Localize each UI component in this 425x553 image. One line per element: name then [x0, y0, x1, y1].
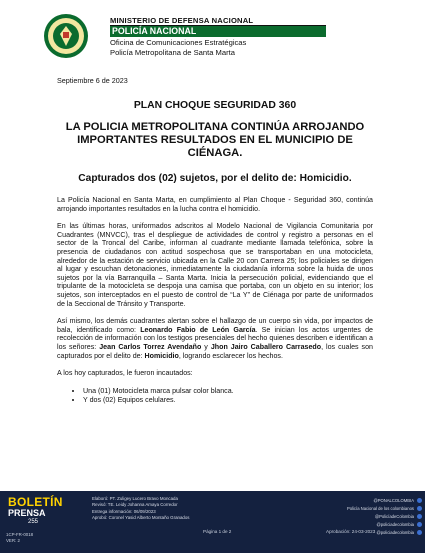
boletin-title: BOLETÍN — [8, 495, 63, 509]
paragraph-text: . Se inician los actos urgentes de recolección de información con los testigos presenciales del hecho quienes describen e identifican a los señores: — [57, 325, 373, 351]
document-code — [6, 532, 33, 544]
boletin-number: 255 — [28, 519, 39, 525]
boletin-subtitle: PRENSA — [8, 508, 46, 518]
paragraph-text: , logrando esclarecer los hechos. — [178, 351, 283, 360]
social-links — [322, 497, 422, 537]
office-name: Oficina de Comunicaciones Estratégicas — [110, 38, 247, 47]
social-icon — [417, 498, 422, 503]
paragraph-intro: La Policía Nacional en Santa Marta, en cumplimiento al Plan Choque - Seguridad 360, continúa arrojando importantes resultados en la lucha contra el homicidio. — [57, 196, 373, 213]
paragraph-text: , los cuales son capturados por el delito de: — [57, 342, 373, 360]
social-icon — [417, 530, 422, 535]
social-icon — [417, 522, 422, 527]
page-indicator: Página 1 de 2 — [203, 529, 232, 534]
social-link[interactable]: @PONALCOLOMBIA — [322, 497, 422, 505]
list-item: • Una (01) Motocicleta marca pulsar color blanca. — [83, 387, 373, 396]
victim-name: Leonardo Fabio de León García — [140, 325, 256, 334]
ministry-name: MINISTERIO DE DEFENSA NACIONAL — [110, 16, 254, 25]
paragraph-text: y — [201, 342, 211, 351]
form-version: VER: 2 — [6, 538, 20, 543]
press-release-body — [57, 76, 373, 405]
seized-items-list — [57, 387, 373, 405]
paragraph-text: Así mismo, los demás cuadrantes alertan sobre el hallazgo de un cuerpo sin vida, por impactos de bala, identificado como: — [57, 317, 373, 334]
release-kicker: PLAN CHOQUE SEGURIDAD 360 — [133, 100, 297, 111]
list-item: • Y dos (02) Equipos celulares. — [83, 396, 373, 405]
social-link[interactable]: Policía Nacional de los colombianos — [322, 505, 422, 513]
social-icon — [417, 506, 422, 511]
suspect-name: Jean Carlos Torrez Avendaño — [99, 342, 202, 351]
crime-name: Homicidio — [144, 351, 179, 360]
document-header — [0, 0, 425, 66]
release-date: Septiembre 6 de 2023 — [57, 76, 128, 85]
suspect-name: Jhon Jairo Caballero Carrasedo — [210, 342, 322, 351]
release-title: LA POLICIA METROPOLITANA CONTINÚA ARROJANDO IMPORTANTES RESULTADOS EN EL MUNICIPIO DE CIÉNAGA. — [65, 121, 365, 159]
credit-reviewed-by: Revisó: TE. Leidy Johanna Amaya Corredor — [92, 502, 178, 508]
credits-block — [92, 496, 189, 522]
institution-band: POLICÍA NACIONAL — [110, 26, 326, 37]
police-emblem-icon — [42, 12, 90, 60]
social-link[interactable]: @policiadecolombia — [322, 529, 422, 537]
social-link[interactable]: @policiadecolombia — [322, 521, 422, 529]
credit-made-by: Elaboró: PT. Zuligey Lucero Bravo Moncada — [92, 496, 178, 501]
metro-name: Policía Metropolitana de Santa Marta — [110, 48, 235, 57]
approval-date: Aprobación: 24-03-2023 — [326, 529, 376, 534]
form-code: 1CP-FR-0018 — [6, 532, 34, 537]
social-icon — [417, 514, 422, 519]
release-subtitle: Capturados dos (02) sujetos, por el delito de: Homicidio. — [78, 173, 352, 184]
paragraph-seized: A los hoy capturados, le fueron incautados: — [57, 369, 193, 378]
paragraph-events: En las últimas horas, uniformados adscritos al Modelo Nacional de Vigilancia Comunitaria por Cuadrantes (MNVCC), tras el despliegue de actividades de control y registro a personas en el sector de la Troncal del Caribe, informan al cuadrante mediante llamada telefónica, sobre la presencia de ciudadanos con actitud sospechosa que se transportaban en una motocicleta, alrededor de la estación de servicio ubicada en la Calle 20 con Carrera 25; los policiales se dirigen al lugar y escuchan detonaciones, inmediatamente la ciudadanía informa sobre la huida de unos sujetos por la vía Barranquilla – Santa Marta. Inicia la persecución policial, evidenciando que el tripulante de la motocicleta se despoja una camisa que portaba, con un objeto en su interior; los sujetos, son interceptados en el puesto de control de “La Y” de Ciénaga por parte de uniformados de la Seccional de Tránsito y Transporte. — [57, 222, 373, 308]
credit-approved-by: Aprobó: Coronel Yasid Alberto Montaño Granados — [92, 515, 190, 521]
footer-bar — [0, 491, 425, 553]
credit-delivery: Entrega información: 06/09/2023 — [92, 508, 156, 514]
boletin-logo — [8, 495, 78, 527]
social-link[interactable]: @PolicíadeColombia — [322, 513, 422, 521]
paragraph-identification — [57, 317, 373, 360]
